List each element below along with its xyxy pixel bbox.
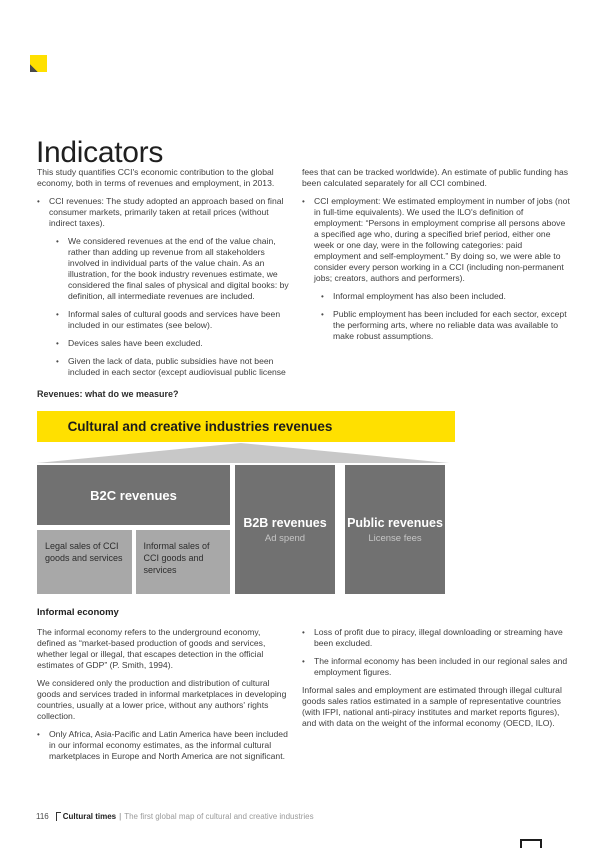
diagram-boxes-row	[37, 465, 455, 594]
box-title: B2B revenues	[243, 515, 327, 530]
page-title: Indicators	[36, 136, 164, 170]
paragraph: Informal sales and employment are estimated through illegal cultural goods sales ratios estimated in a sample of representative countries (with IFPI, national anti-piracy institutes and market reports figures), and with data on the weight of the informal economy (OECD, ILO).	[302, 685, 562, 728]
bullet-item	[37, 729, 290, 762]
fan-triangle-shape	[37, 443, 449, 463]
paragraph: This study quantifies CCI's economic contribution to the global economy, both in terms of revenues and employment, in 2013.	[37, 167, 275, 188]
bullet-icon	[37, 196, 49, 229]
b2b-revenues-box	[235, 465, 335, 594]
informal-sales-box: Informal sales of CCI goods and services	[136, 530, 231, 594]
sub-bullet-item	[56, 356, 290, 378]
bullet-text: CCI employment: We estimated employment in number of jobs (not in full-time equivalents). We used the ILO's definition of employment: “Persons in employment comprise all persons above a specified age who, during a specified brief period, either one week or one day, were in the following categories: paid employment and self-employment.” By doing so, we were able to consider every person working in a CCI (including non-permanent jobs; creators, authors and performers).	[314, 196, 570, 283]
banner-label: Cultural and creative industries revenues	[67, 419, 333, 434]
bullet-text: Informal employment has also been included.	[333, 291, 506, 301]
bullet-icon	[56, 338, 68, 349]
bullet-icon	[302, 656, 314, 678]
bullet-text: We considered revenues at the end of the value chain, rather than adding up revenue from all stakeholders involved in individual parts of the value chain. As an illustration, for the book industry revenues estimate, we considered the final sales of physical and digital books: by definition, all intermediate revenues are included.	[68, 236, 289, 301]
paragraph: The informal economy refers to the underground economy, defined as “market-based production of goods and services, whether legal or illegal, that escapes detection in the official estimates of GDP” (P. Smith, 1994).	[37, 627, 266, 670]
sub-bullet-item	[56, 309, 290, 331]
footer-tagline: The first global map of cultural and creative industries	[124, 812, 314, 821]
bullet-icon	[56, 309, 68, 331]
bullet-item	[302, 656, 570, 678]
bullet-icon	[302, 627, 314, 649]
sub-bullet-item	[321, 309, 570, 342]
box-title: B2C revenues	[90, 487, 177, 503]
page-number: 116	[36, 812, 49, 821]
page-footer	[36, 812, 314, 821]
sub-bullet-item	[56, 338, 290, 349]
footer-brand: Cultural times	[62, 812, 117, 821]
box-subtitle: License fees	[368, 532, 422, 544]
public-revenues-box	[345, 465, 445, 594]
box-subtitle: Ad spend	[264, 532, 306, 544]
box-title: Public revenues	[347, 515, 443, 530]
bullet-item	[302, 196, 570, 284]
intro-right-column	[302, 167, 570, 385]
intro-section	[37, 167, 570, 385]
ey-logo-mark-icon	[30, 55, 47, 72]
diagram-heading: Revenues: what do we measure?	[37, 389, 179, 399]
b2c-group	[37, 465, 230, 594]
informal-columns	[37, 627, 570, 769]
footer-separator: |	[119, 812, 122, 821]
bracket-icon	[56, 812, 61, 821]
bullet-item	[37, 196, 290, 229]
bullet-text: Loss of profit due to piracy, illegal downloading or streaming have been excluded.	[314, 627, 563, 648]
bullet-text: Public employment has been included for each sector, except the performing arts, where no reliable data was available to make robust assumptions.	[333, 309, 567, 341]
informal-economy-section	[37, 607, 570, 769]
informal-right-column	[302, 627, 570, 769]
bullet-text: The informal economy has been included in our regional sales and employment figures.	[314, 656, 568, 677]
bullet-icon	[56, 356, 68, 378]
informal-left-column	[37, 627, 290, 769]
bullet-text: CCI revenues: The study adopted an approach based on final consumer markets, primarily taken at retail prices (without indirect taxes).	[49, 196, 284, 228]
trim-mark-icon	[520, 839, 542, 848]
bullet-text: Devices sales have been excluded.	[68, 338, 203, 348]
bullet-icon	[37, 729, 49, 762]
b2c-sub-row	[37, 530, 230, 594]
bullet-text: Given the lack of data, public subsidies have not been included in each sector (except audiovisual public license	[68, 356, 286, 377]
sub-bullet-item	[56, 236, 290, 302]
section-heading: Informal economy	[37, 607, 119, 618]
revenues-diagram	[37, 389, 455, 594]
legal-sales-box: Legal sales of CCI goods and services	[37, 530, 132, 594]
b2c-revenues-box	[37, 465, 230, 525]
cci-revenues-banner	[37, 411, 455, 442]
bullet-icon	[56, 236, 68, 302]
bullet-icon	[321, 309, 333, 342]
paragraph: We considered only the production and distribution of cultural goods and services traded in informal marketplaces in developing countries, usually at a lower price, without any authors' rights collection.	[37, 678, 287, 721]
bullet-icon	[321, 291, 333, 302]
paragraph: fees that can be tracked worldwide). An estimate of public funding has been calculated separately for all CCI combined.	[302, 167, 569, 188]
intro-left-column	[37, 167, 290, 385]
bullet-text: Only Africa, Asia-Pacific and Latin America have been included in our informal economy estimates, as the informal cultural marketplaces in Europe and North America are not significant.	[49, 729, 288, 761]
sub-bullet-item	[321, 291, 570, 302]
bullet-text: Informal sales of cultural goods and services have been included in our estimates (see below).	[68, 309, 281, 330]
bullet-item	[302, 627, 570, 649]
bullet-icon	[302, 196, 314, 284]
